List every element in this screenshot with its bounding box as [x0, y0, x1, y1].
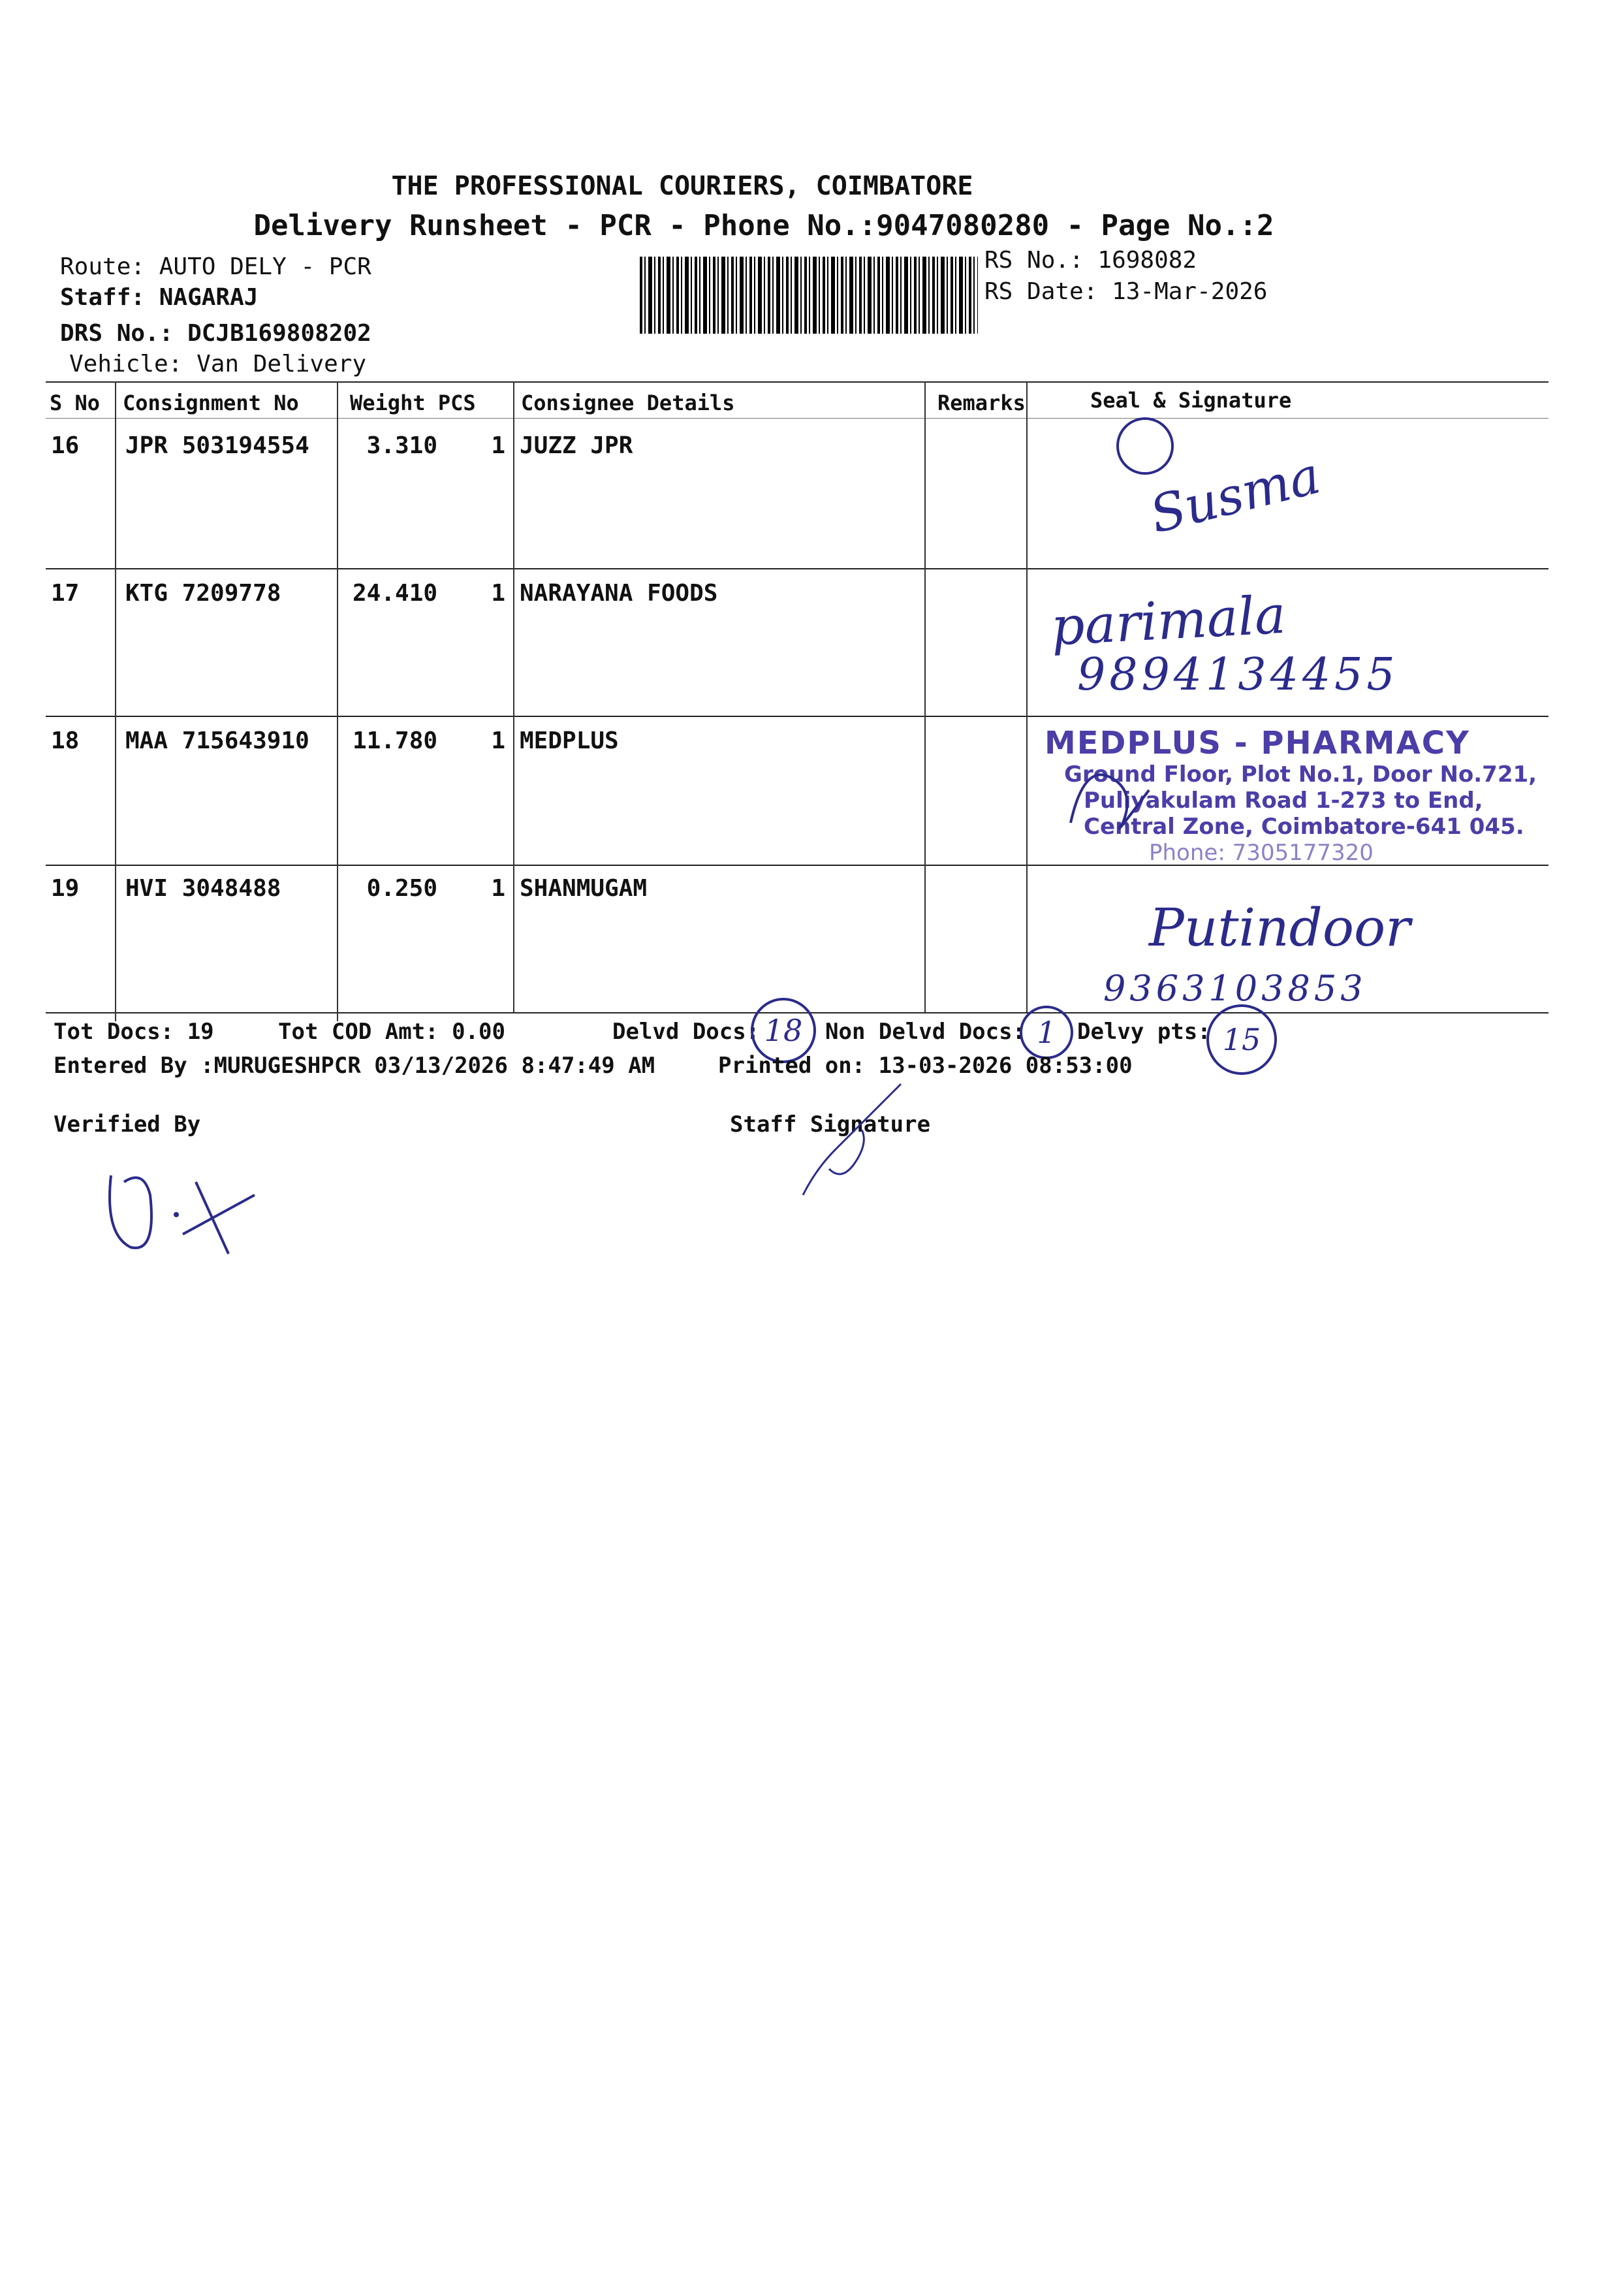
staff-label: Staff: NAGARAJ [60, 284, 259, 311]
stamp-line: Puliyakulam Road 1-273 to End, [1084, 788, 1483, 814]
row-signature: Putindoor [1149, 897, 1411, 958]
delivery-points-value: 15 [1206, 1004, 1277, 1075]
row-consignee: NARAYANA FOODS [520, 580, 718, 607]
row-pcs: 1 [491, 580, 505, 607]
verifier-signature-icon [98, 1156, 268, 1267]
barcode-image [640, 257, 978, 334]
row-consignee: MEDPLUS [520, 727, 619, 754]
col-header-consignee: Consignee Details [521, 391, 735, 415]
stamp-overwrite-icon [1045, 751, 1175, 842]
drs-number: DRS No.: DCJB169808202 [60, 320, 371, 347]
row-consignment-no: KTG 7209778 [125, 580, 281, 607]
rs-date: RS Date: 13-Mar-2026 [984, 278, 1268, 305]
row-pcs: 1 [491, 875, 505, 902]
row-consignment-no: MAA 715643910 [125, 727, 309, 754]
row-sno: 18 [51, 727, 80, 754]
row-pcs: 1 [491, 727, 505, 754]
col-header-consignment: Consignment No [123, 391, 299, 415]
delivery-points-label: Delvy pts: [1077, 1019, 1211, 1045]
col-header-remarks: Remarks [937, 391, 1026, 415]
staff-signature-label: Staff Signature [730, 1111, 931, 1138]
runsheet-table [46, 381, 1548, 1021]
row-sno: 19 [51, 875, 80, 902]
row-signature-phone: 9363103853 [1103, 968, 1367, 1009]
stamp-line: Phone: 7305177320 [1149, 840, 1374, 866]
row-weight: 24.410 [353, 580, 438, 607]
row-consignee: SHANMUGAM [520, 875, 648, 902]
row-consignment-no: JPR 503194554 [125, 432, 309, 459]
non-delivered-docs-label: Non Delvd Docs: [825, 1019, 1026, 1045]
row-weight: 11.780 [353, 727, 438, 754]
row-weight: 0.250 [366, 875, 437, 902]
stamp-line: MEDPLUS - PHARMACY [1045, 725, 1470, 761]
row-pcs: 1 [491, 432, 505, 459]
col-header-seal-signature: Seal & Signature [1090, 388, 1292, 413]
col-header-weight-pcs: Weight PCS [350, 391, 476, 415]
row-consignment-no: HVI 3048488 [125, 875, 281, 902]
row-sno: 17 [51, 580, 80, 607]
non-delivered-docs-value: 1 [1020, 1006, 1073, 1059]
delivered-docs-value: 18 [751, 998, 816, 1063]
delivered-docs-label: Delvd Docs: [612, 1019, 760, 1045]
stamp-line: Ground Floor, Plot No.1, Door No.721, [1064, 761, 1537, 788]
total-docs: Tot Docs: 19 [54, 1019, 214, 1045]
runsheet-subtitle: Delivery Runsheet - PCR - Phone No.:9047080280 - Page No.:2 [253, 209, 1274, 242]
entered-by: Entered By :MURUGESHPCR 03/13/2026 8:47:49 AM [54, 1053, 655, 1079]
vehicle-label: Vehicle: Van Delivery [69, 351, 367, 377]
row-signature: parimala [1049, 584, 1287, 658]
company-title: THE PROFESSIONAL COURIERS, COIMBATORE [391, 171, 973, 201]
stamp-line: Central Zone, Coimbatore-641 045. [1084, 814, 1524, 840]
col-header-sno: S No [50, 391, 101, 415]
row-sno: 16 [51, 432, 80, 459]
row-consignee: JUZZ JPR [520, 432, 633, 459]
staff-signature-icon [790, 1071, 934, 1202]
signature-scribble-icon [1116, 417, 1174, 475]
row-weight: 3.310 [366, 432, 437, 459]
printed-on: Printed on: 13-03-2026 08:53:00 [718, 1053, 1133, 1079]
rs-number: RS No.: 1698082 [984, 247, 1197, 274]
total-cod-amount: Tot COD Amt: 0.00 [278, 1019, 505, 1045]
verified-by-label: Verified By [54, 1111, 201, 1138]
row-signature: Susma [1144, 446, 1327, 545]
route-label: Route: AUTO DELY - PCR [60, 253, 371, 280]
row-signature-phone: 9894134455 [1077, 649, 1399, 701]
